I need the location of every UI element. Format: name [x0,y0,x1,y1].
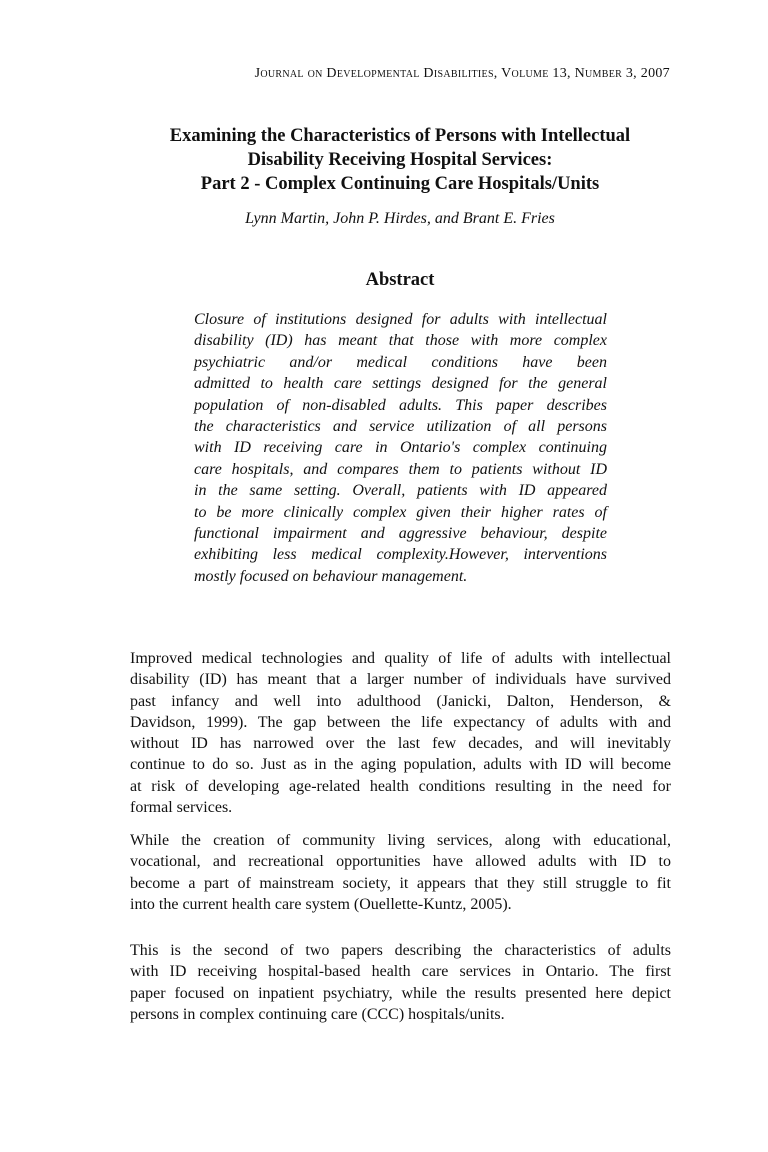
paragraph-line: become a part of mainstream society, it appears that they still struggle to fit [130,874,671,892]
abstract-body [194,309,607,587]
abstract-line: population of non-disabled adults. This paper describes [194,396,607,414]
paragraph-line: vocational, and recreational opportunities have allowed adults with ID to [130,853,671,871]
paragraph-line: with ID receiving hospital-based health care services in Ontario. The first [130,963,671,981]
paragraph-line: into the current health care system (Ouellette-Kuntz, 2005). [130,895,512,913]
abstract-line: admitted to health care settings designed for the general [194,375,607,393]
body-paragraph-3 [130,940,671,1025]
paragraph-line: Improved medical technologies and quality of life of adults with intellectual [130,650,671,667]
paragraph-line: paper focused on inpatient psychiatry, while the results presented here depict [130,984,671,1002]
paragraph-line: This is the second of two papers describing the characteristics of adults [130,942,671,959]
abstract-heading: Abstract [365,270,435,290]
paragraph-line: without ID has narrowed over the last few decades, and will inevitably [130,735,671,753]
paragraph-line: continue to do so. Just as in the aging population, adults with ID will become [130,756,671,774]
abstract-line: Closure of institutions designed for adults with intellectual [194,311,607,328]
abstract-line: care hospitals, and compares them to patients without ID [194,460,607,478]
paragraph-line: at risk of developing age-related health conditions resulting in the need for [130,777,671,795]
author-list: Lynn Martin, John P. Hirdes, and Brant E. Fries [245,210,555,227]
paragraph-line: While the creation of community living services, along with educational, [130,832,671,849]
abstract-line: psychiatric and/or medical conditions have been [194,353,607,371]
article-title [128,124,672,196]
paragraph-line: Davidson, 1999). The gap between the life expectancy of adults with and [130,713,671,731]
abstract-line: with ID receiving care in Ontario's complex continuing [194,439,607,457]
paragraph-line: persons in complex continuing care (CCC) hospitals/units. [130,1005,505,1023]
body-paragraph-2 [130,830,671,915]
body-paragraph-1 [130,648,671,818]
abstract-line: to be more clinically complex given their higher rates of [194,503,607,521]
abstract-line: the characteristics and service utilization of all persons [194,418,607,436]
paragraph-line: formal services. [130,799,233,817]
abstract-line: exhibiting less medical complexity.However, interventions [194,546,607,564]
paragraph-line: disability (ID) has meant that a larger number of individuals have survived [130,671,671,689]
abstract-line: disability (ID) has meant that those with more complex [194,332,607,350]
title-line: Part 2 - Complex Continuing Care Hospitals/Units [200,174,600,194]
abstract-line: mostly focused on behaviour management. [194,567,468,585]
paragraph-line: past infancy and well into adulthood (Janicki, Dalton, Henderson, & [130,692,671,710]
abstract-line: functional impairment and aggressive behaviour, despite [194,525,607,543]
title-line: Disability Receiving Hospital Services: [247,150,553,170]
abstract-line: in the same setting. Overall, patients with ID appeared [194,482,607,500]
running-head: Journal on Developmental Disabilities, Volume 13, Number 3, 2007 [254,66,670,81]
title-line: Examining the Characteristics of Persons with Intellectual [169,126,631,146]
